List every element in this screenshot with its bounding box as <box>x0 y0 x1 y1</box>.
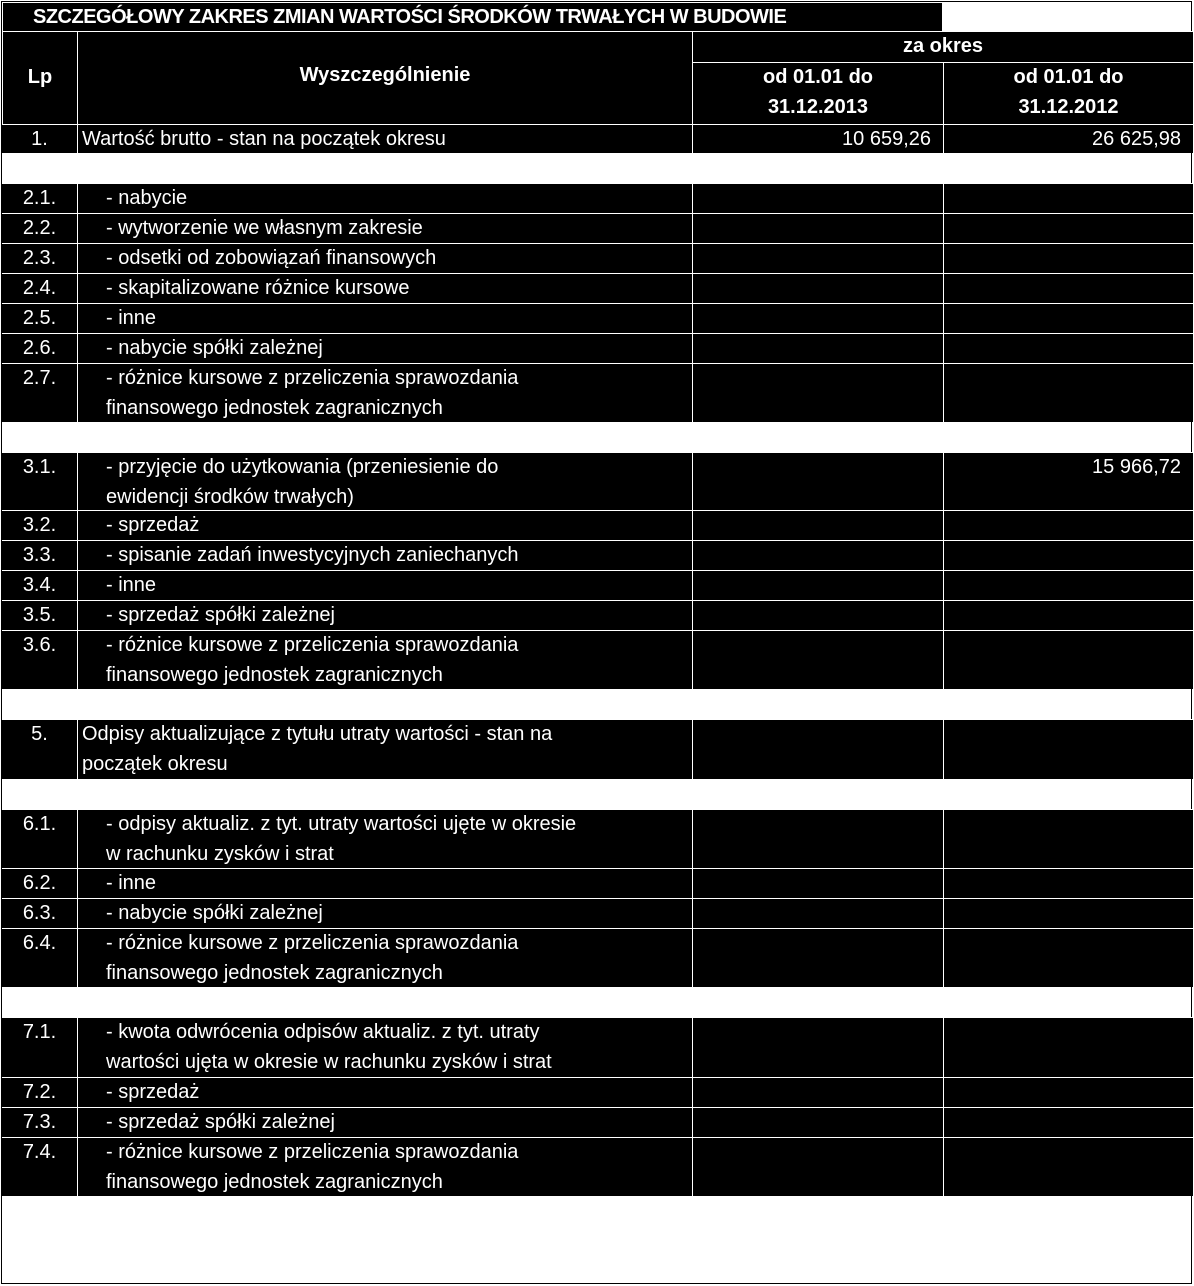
row-value-2012-r1 <box>943 124 1193 153</box>
row-value-2012-r6_2 <box>943 868 1193 898</box>
row-number: 3.4. <box>22 574 57 596</box>
row-value-2013-r3_1 <box>692 452 943 510</box>
row-value-2013-r3_2 <box>692 510 943 540</box>
row-value-2012-r2_3 <box>943 243 1193 273</box>
row-value-2012-r7_3 <box>943 1107 1193 1137</box>
row-number: 2.6. <box>22 337 57 359</box>
row-value-2013-r2_4 <box>692 273 943 303</box>
row-value-2012-r7_4 <box>943 1137 1193 1196</box>
row-description-line2: finansowego jednostek zagranicznych <box>106 961 443 984</box>
row-lp-r6_2 <box>2 868 77 898</box>
row-lp-r7_4 <box>2 1137 77 1196</box>
row-value-2012-r6_4 <box>943 928 1193 987</box>
row-description-line2: ewidencji środków trwałych) <box>106 485 354 508</box>
row-description: - nabycie spółki zależnej <box>106 902 323 924</box>
row-number: 2.7. <box>22 367 57 389</box>
row-description-line2: w rachunku zysków i strat <box>106 842 334 865</box>
row-number: 3.2. <box>22 514 57 536</box>
row-description-line2: finansowego jednostek zagranicznych <box>106 1170 443 1193</box>
row-value-2012-r2_1 <box>943 183 1193 213</box>
row-description-r6_2 <box>77 868 692 898</box>
row-description: - sprzedaż spółki zależnej <box>106 604 335 626</box>
row-description-r3_1 <box>77 452 692 510</box>
row-description-r7_1 <box>77 1017 692 1077</box>
row-lp-r3_6 <box>2 630 77 689</box>
row-description-r2_1 <box>77 183 692 213</box>
row-lp-r6_3 <box>2 898 77 928</box>
row-number: 7.1. <box>22 1021 57 1043</box>
row-value-2012-r2_7 <box>943 363 1193 422</box>
row-value-2013-r2_1 <box>692 183 943 213</box>
header-col-2013-line2: 31.12.2013 <box>767 95 869 118</box>
row-value-2013-r2_6 <box>692 333 943 363</box>
row-description-r6_3 <box>77 898 692 928</box>
row-number: 6.2. <box>22 872 57 894</box>
row-description-r7_4 <box>77 1137 692 1196</box>
row-lp-r3_3 <box>2 540 77 570</box>
row-number: 6.1. <box>22 813 57 835</box>
row-value-2012-r6_3 <box>943 898 1193 928</box>
row-lp-r2_1 <box>2 183 77 213</box>
row-description-r3_4 <box>77 570 692 600</box>
row-lp-r6_1 <box>2 809 77 868</box>
header-col-2012-line1: od 01.01 do <box>1013 66 1124 88</box>
header-lp-label: Lp <box>27 66 53 88</box>
row-value-2013-r2_2 <box>692 213 943 243</box>
row-lp-r3_1 <box>2 452 77 510</box>
row-lp-r2_7 <box>2 363 77 422</box>
row-number: 5. <box>31 723 48 745</box>
row-description-r2_7 <box>77 363 692 422</box>
row-description-r6_1 <box>77 809 692 868</box>
row-number: 3.6. <box>22 634 57 656</box>
header-lp <box>2 31 77 124</box>
row-value-2013-r6_3 <box>692 898 943 928</box>
value-2013: 10 659,26 <box>842 128 931 150</box>
row-description: - odsetki od zobowiązań finansowych <box>106 247 437 269</box>
row-description: - sprzedaż <box>106 1081 200 1103</box>
row-value-2013-r6_2 <box>692 868 943 898</box>
row-value-2012-r6_1 <box>943 809 1193 868</box>
row-number: 1. <box>31 128 48 150</box>
row-description: - inne <box>106 307 157 329</box>
header-col-2012 <box>943 62 1193 124</box>
row-value-2013-r3_3 <box>692 540 943 570</box>
row-lp-r5 <box>2 719 77 779</box>
row-value-2013-r3_4 <box>692 570 943 600</box>
header-col-2012-line2: 31.12.2012 <box>1018 95 1119 118</box>
row-lp-r3_2 <box>2 510 77 540</box>
row-value-2012-r3_4 <box>943 570 1193 600</box>
row-description: - wytworzenie we własnym zakresie <box>106 217 423 239</box>
row-description-line1: - różnice kursowe z przeliczenia sprawozdania <box>106 367 519 389</box>
row-description-line1: - odpisy aktualiz. z tyt. utraty wartości ujęte w okresie <box>106 813 577 835</box>
row-number: 6.3. <box>22 902 57 924</box>
row-value-2013-r5 <box>692 719 943 779</box>
row-value-2012-r5 <box>943 719 1193 779</box>
row-description: - inne <box>106 872 157 894</box>
row-lp-r7_2 <box>2 1077 77 1107</box>
row-description-line2: początek okresu <box>82 752 228 775</box>
row-lp-r7_1 <box>2 1017 77 1077</box>
row-description-r3_6 <box>77 630 692 689</box>
value-2012: 26 625,98 <box>1092 128 1181 150</box>
row-value-2012-r3_1 <box>943 452 1193 510</box>
row-value-2013-r7_3 <box>692 1107 943 1137</box>
row-description-r3_3 <box>77 540 692 570</box>
row-lp-r3_5 <box>2 600 77 630</box>
row-number: 2.2. <box>22 217 57 239</box>
header-col-2013 <box>692 62 943 124</box>
header-period <box>692 31 1193 62</box>
row-value-2012-r3_3 <box>943 540 1193 570</box>
row-number: 2.1. <box>22 187 57 209</box>
row-lp-r2_6 <box>2 333 77 363</box>
row-lp-r2_5 <box>2 303 77 333</box>
row-description-line2: wartości ujęta w okresie w rachunku zysków i strat <box>106 1050 552 1073</box>
row-value-2013-r6_4 <box>692 928 943 987</box>
row-description: - sprzedaż <box>106 514 200 536</box>
row-description: - nabycie <box>106 187 188 209</box>
row-number: 3.3. <box>22 544 57 566</box>
header-period-label: za okres <box>902 35 984 57</box>
row-value-2013-r2_7 <box>692 363 943 422</box>
row-value-2013-r3_5 <box>692 600 943 630</box>
row-number: 2.3. <box>22 247 57 269</box>
header-description-label: Wyszczególnienie <box>299 64 471 86</box>
row-lp-r2_4 <box>2 273 77 303</box>
row-value-2013-r2_3 <box>692 243 943 273</box>
row-description-line2: finansowego jednostek zagranicznych <box>106 663 443 686</box>
row-number: 3.1. <box>22 456 57 478</box>
row-description-r5 <box>77 719 692 779</box>
row-lp-r6_4 <box>2 928 77 987</box>
row-description: - inne <box>106 574 157 596</box>
row-description-r1 <box>77 124 692 153</box>
row-description-line1: - różnice kursowe z przeliczenia sprawozdania <box>106 634 519 656</box>
row-number: 7.3. <box>22 1111 57 1133</box>
row-number: 6.4. <box>22 932 57 954</box>
row-value-2013-r6_1 <box>692 809 943 868</box>
row-lp-r2_2 <box>2 213 77 243</box>
row-value-2012-r3_6 <box>943 630 1193 689</box>
header-description <box>77 31 692 124</box>
row-description-r3_5 <box>77 600 692 630</box>
row-description-r2_3 <box>77 243 692 273</box>
row-description-line1: - różnice kursowe z przeliczenia sprawozdania <box>106 932 519 954</box>
row-value-2012-r2_5 <box>943 303 1193 333</box>
row-value-2013-r3_6 <box>692 630 943 689</box>
row-value-2013-r7_2 <box>692 1077 943 1107</box>
row-description-r7_2 <box>77 1077 692 1107</box>
document-sheet <box>1 1 1192 1284</box>
row-description: - skapitalizowane różnice kursowe <box>106 277 410 299</box>
row-lp-r1 <box>2 124 77 153</box>
row-value-2012-r3_5 <box>943 600 1193 630</box>
row-description-r3_2 <box>77 510 692 540</box>
value-2012: 15 966,72 <box>1092 456 1181 478</box>
table-title: SZCZEGÓŁOWY ZAKRES ZMIAN WARTOŚCI ŚRODKÓW TRWAŁYCH W BUDOWIE <box>3 3 942 32</box>
row-description-r2_4 <box>77 273 692 303</box>
row-number: 7.4. <box>22 1141 57 1163</box>
row-lp-r7_3 <box>2 1107 77 1137</box>
row-lp-r2_3 <box>2 243 77 273</box>
row-value-2013-r7_4 <box>692 1137 943 1196</box>
row-description: - sprzedaż spółki zależnej <box>106 1111 335 1133</box>
row-description-line1: - różnice kursowe z przeliczenia sprawozdania <box>106 1141 519 1163</box>
row-description: Wartość brutto - stan na początek okresu <box>82 128 446 150</box>
row-description-r6_4 <box>77 928 692 987</box>
row-description: - spisanie zadań inwestycyjnych zaniechanych <box>106 544 519 566</box>
row-value-2012-r7_1 <box>943 1017 1193 1077</box>
row-description-r2_6 <box>77 333 692 363</box>
row-description: - nabycie spółki zależnej <box>106 337 323 359</box>
row-value-2012-r2_6 <box>943 333 1193 363</box>
row-number: 7.2. <box>22 1081 57 1103</box>
row-description-line1: Odpisy aktualizujące z tytułu utraty wartości - stan na <box>82 723 553 745</box>
row-value-2013-r1 <box>692 124 943 153</box>
row-number: 2.4. <box>22 277 57 299</box>
row-description-r2_2 <box>77 213 692 243</box>
header-col-2013-line1: od 01.01 do <box>762 66 874 88</box>
row-description-line2: finansowego jednostek zagranicznych <box>106 396 443 419</box>
row-description-line1: - przyjęcie do użytkowania (przeniesienie do <box>106 456 499 478</box>
row-value-2013-r7_1 <box>692 1017 943 1077</box>
row-value-2012-r2_4 <box>943 273 1193 303</box>
row-number: 3.5. <box>22 604 57 626</box>
row-value-2012-r3_2 <box>943 510 1193 540</box>
row-value-2012-r2_2 <box>943 213 1193 243</box>
row-description-r2_5 <box>77 303 692 333</box>
row-description-line1: - kwota odwrócenia odpisów aktualiz. z tyt. utraty <box>106 1021 540 1043</box>
row-description-r7_3 <box>77 1107 692 1137</box>
row-value-2012-r7_2 <box>943 1077 1193 1107</box>
row-number: 2.5. <box>22 307 57 329</box>
row-value-2013-r2_5 <box>692 303 943 333</box>
row-lp-r3_4 <box>2 570 77 600</box>
